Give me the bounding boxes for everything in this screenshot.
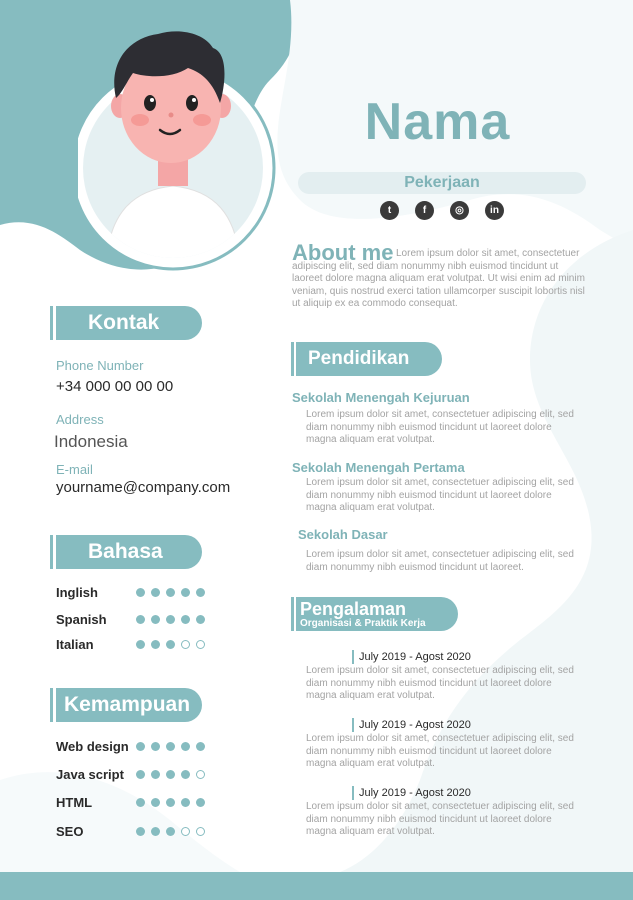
language-name: Spanish: [56, 611, 107, 627]
skills-heading: Kemampuan: [56, 688, 202, 722]
education-heading: Pendidikan: [296, 342, 442, 376]
level-dot-filled: [196, 798, 205, 807]
level-dot-filled: [151, 588, 160, 597]
education-school: Sekolah Dasar: [298, 527, 388, 542]
level-dot-empty: [196, 827, 205, 836]
level-dot-filled: [136, 615, 145, 624]
level-dot-empty: [196, 640, 205, 649]
level-dot-filled: [136, 827, 145, 836]
skill-name: Java script: [56, 766, 124, 782]
skill-name: SEO: [56, 823, 84, 839]
level-dot-filled: [196, 588, 205, 597]
experience-desc: Lorem ipsum dolor sit amet, consectetuer adipiscing elit, sed diam nonummy nibh euismod tincidunt ut laoreet dolore magna aliquam erat volutpat.: [306, 801, 574, 837]
email-label: E-mail: [56, 462, 93, 477]
footer-bar: [0, 872, 633, 900]
level-dot-filled: [151, 798, 160, 807]
level-dot-filled: [166, 588, 175, 597]
level-dots: [136, 588, 205, 597]
experience-date: July 2019 - Agost 2020: [352, 650, 471, 664]
level-dot-filled: [166, 798, 175, 807]
avatar: [78, 28, 283, 273]
experience-heading: [296, 597, 458, 631]
skill-name: HTML: [56, 794, 93, 810]
level-dot-filled: [166, 640, 175, 649]
level-dot-filled: [151, 770, 160, 779]
twitter-icon[interactable]: t: [380, 201, 399, 220]
level-dot-filled: [166, 742, 175, 751]
level-dot-filled: [196, 615, 205, 624]
level-dot-filled: [151, 640, 160, 649]
language-row: [56, 583, 216, 601]
level-dot-empty: [181, 827, 190, 836]
level-dot-filled: [181, 798, 190, 807]
level-dots: [136, 827, 205, 836]
level-dot-empty: [196, 770, 205, 779]
education-school: Sekolah Menengah Kejuruan: [292, 390, 470, 405]
education-desc: Lorem ipsum dolor sit amet, consectetuer adipiscing elit, sed diam nonummy nibh euismod tincidunt ut laoreet.: [306, 549, 574, 573]
language-row: [56, 610, 216, 628]
level-dot-filled: [166, 615, 175, 624]
phone-value: +34 000 00 00 00: [56, 378, 174, 395]
experience-subtitle: Organisasi & Praktik Kerja: [300, 617, 426, 629]
name-title: Nama: [364, 93, 511, 151]
level-dot-filled: [166, 770, 175, 779]
education-desc: Lorem ipsum dolor sit amet, consectetuer adipiscing elit, sed diam nonummy nibh euismod tincidunt ut laoreet dolore magna aliquam erat volutpat.: [306, 409, 574, 445]
level-dot-filled: [181, 615, 190, 624]
skill-row: [56, 822, 216, 840]
level-dot-filled: [181, 742, 190, 751]
facebook-icon[interactable]: f: [415, 201, 434, 220]
level-dot-filled: [136, 588, 145, 597]
level-dot-filled: [136, 742, 145, 751]
linkedin-icon[interactable]: in: [485, 201, 504, 220]
email-value: yourname@company.com: [56, 479, 231, 496]
level-dots: [136, 640, 205, 649]
experience-desc: Lorem ipsum dolor sit amet, consectetuer adipiscing elit, sed diam nonummy nibh euismod tincidunt ut laoreet dolore magna aliquam erat volutpat.: [306, 733, 574, 769]
level-dot-filled: [151, 742, 160, 751]
about-text: Lorem ipsum dolor sit amet, consectetuer adipiscing elit, sed diam nonummy nibh euismod tincidunt ut laoreet dolore magna aliquam erat volutpat. Ut wisi enim ad minim veniam, quis nostrud exerci tation ullamcorper suscipit lobortis nisl ut aliquip ex ea commodo consequat.: [292, 248, 585, 309]
skill-row: [56, 793, 216, 811]
education-desc: Lorem ipsum dolor sit amet, consectetuer adipiscing elit, sed diam nonummy nibh euismod tincidunt ut laoreet dolore magna aliquam erat volutpat.: [306, 477, 574, 513]
level-dot-filled: [136, 798, 145, 807]
instagram-icon[interactable]: ◎: [450, 201, 469, 220]
language-name: Inglish: [56, 584, 98, 600]
level-dot-filled: [181, 588, 190, 597]
skill-row: [56, 737, 216, 755]
about-heading: About me: [292, 240, 394, 265]
address-label: Address: [56, 412, 104, 427]
level-dot-filled: [196, 742, 205, 751]
level-dots: [136, 615, 205, 624]
skill-name: Web design: [56, 738, 129, 754]
level-dot-filled: [151, 827, 160, 836]
experience-date: July 2019 - Agost 2020: [352, 786, 471, 800]
level-dot-filled: [136, 770, 145, 779]
languages-heading: Bahasa: [56, 535, 202, 569]
contact-heading: Kontak: [56, 306, 202, 340]
education-school: Sekolah Menengah Pertama: [292, 460, 465, 475]
social-links: [380, 201, 504, 220]
level-dot-filled: [181, 770, 190, 779]
level-dot-empty: [181, 640, 190, 649]
phone-label: Phone Number: [56, 358, 144, 373]
language-name: Italian: [56, 636, 94, 652]
language-row: [56, 635, 216, 653]
level-dots: [136, 798, 205, 807]
experience-date: July 2019 - Agost 2020: [352, 718, 471, 732]
address-value: Indonesia: [54, 432, 128, 451]
level-dots: [136, 742, 205, 751]
level-dot-filled: [166, 827, 175, 836]
level-dot-filled: [151, 615, 160, 624]
experience-desc: Lorem ipsum dolor sit amet, consectetuer adipiscing elit, sed diam nonummy nibh euismod tincidunt ut laoreet dolore magna aliquam erat volutpat.: [306, 665, 574, 701]
experience-title: Pengalaman: [300, 598, 407, 619]
job-title: Pekerjaan: [298, 172, 586, 194]
level-dots: [136, 770, 205, 779]
skill-row: [56, 765, 216, 783]
level-dot-filled: [136, 640, 145, 649]
